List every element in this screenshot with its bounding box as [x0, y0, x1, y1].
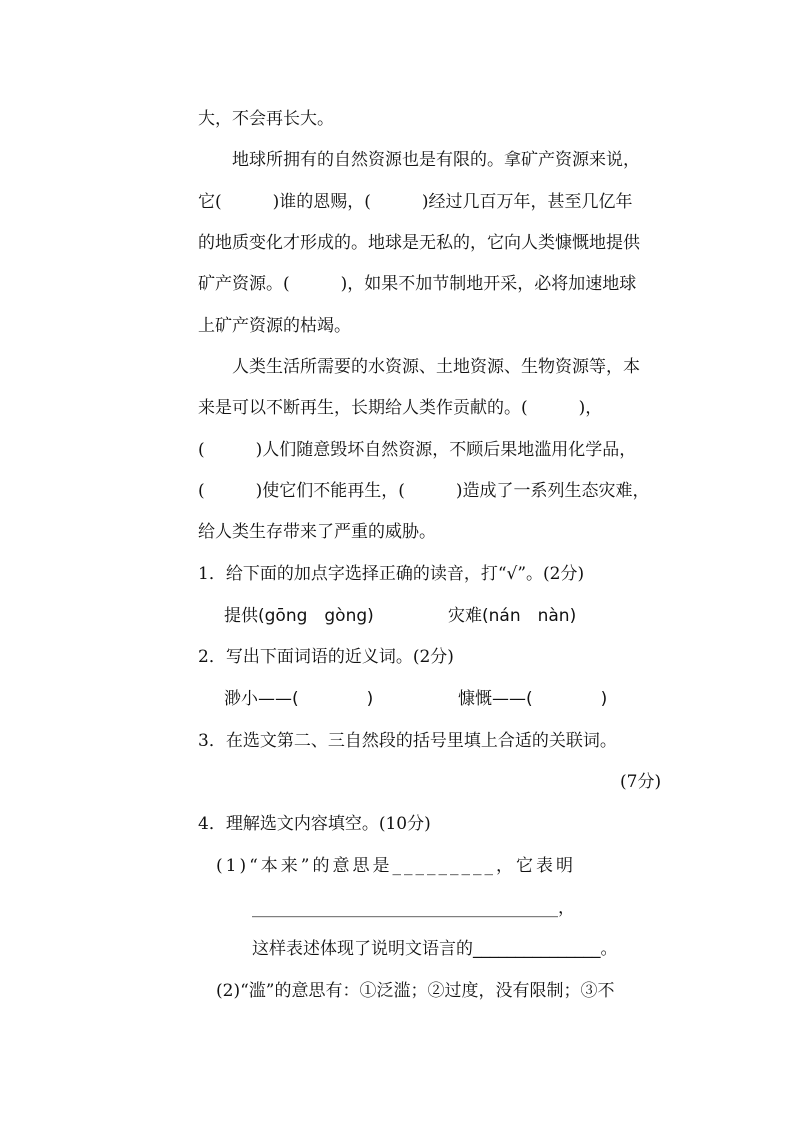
question-3: 3．在选文第二、三自然段的括号里填上合适的关联词。	[198, 731, 617, 751]
q1-option-a: 提供(gōng gòng)	[224, 606, 374, 626]
passage-line: 它( )谁的恩赐，( )经过几百万年，甚至几亿年	[198, 192, 633, 212]
passage-line: ( )使它们不能再生，( )造成了一系列生态灾难，	[198, 481, 650, 501]
passage-line: 上矿产资源的枯竭。	[198, 316, 351, 336]
passage-line: 大，不会再长大。	[198, 109, 334, 129]
q1-option-b: 灾难(nán nàn)	[448, 606, 577, 626]
passage-line: 的地质变化才形成的。地球是无私的，它向人类慷慨地提供	[198, 233, 640, 253]
question-4-part-1: (1)“本来”的意思是_________，它表明	[216, 856, 576, 876]
passage-line: 来是可以不断再生，长期给人类作贡献的。( )，	[198, 398, 603, 418]
passage-line: ( )人们随意毁坏自然资源，不顾后果地滥用化学品，	[198, 440, 637, 460]
passage-line: 给人类生存带来了严重的威胁。	[198, 522, 436, 542]
question-2: 2．写出下面词语的近义词。(2分)	[198, 647, 454, 667]
q2-item-a: 渺小——( )	[224, 689, 374, 709]
question-4-part-2: (2)“滥”的意思有：①泛滥；②过度，没有限制；③不	[216, 981, 615, 1001]
question-4-part-1-followup: 这样表述体现了说明文语言的_______________。	[252, 939, 618, 959]
passage-line: 人类生活所需要的水资源、土地资源、生物资源等，本	[232, 357, 640, 377]
passage-line: 地球所拥有的自然资源也是有限的。拿矿产资源来说，	[232, 150, 640, 170]
question-4: 4．理解选文内容填空。(10分)	[198, 814, 431, 834]
question-4-part-1-answer-line: ____________________________________，	[252, 898, 575, 918]
question-3-score: (7分)	[620, 772, 662, 792]
question-1: 1．给下面的加点字选择正确的读音，打“√”。(2分)	[198, 564, 585, 584]
passage-line: 矿产资源。( )，如果不加节制地开采，必将加速地球	[198, 274, 637, 294]
q2-item-b: 慷慨——( )	[458, 689, 608, 709]
